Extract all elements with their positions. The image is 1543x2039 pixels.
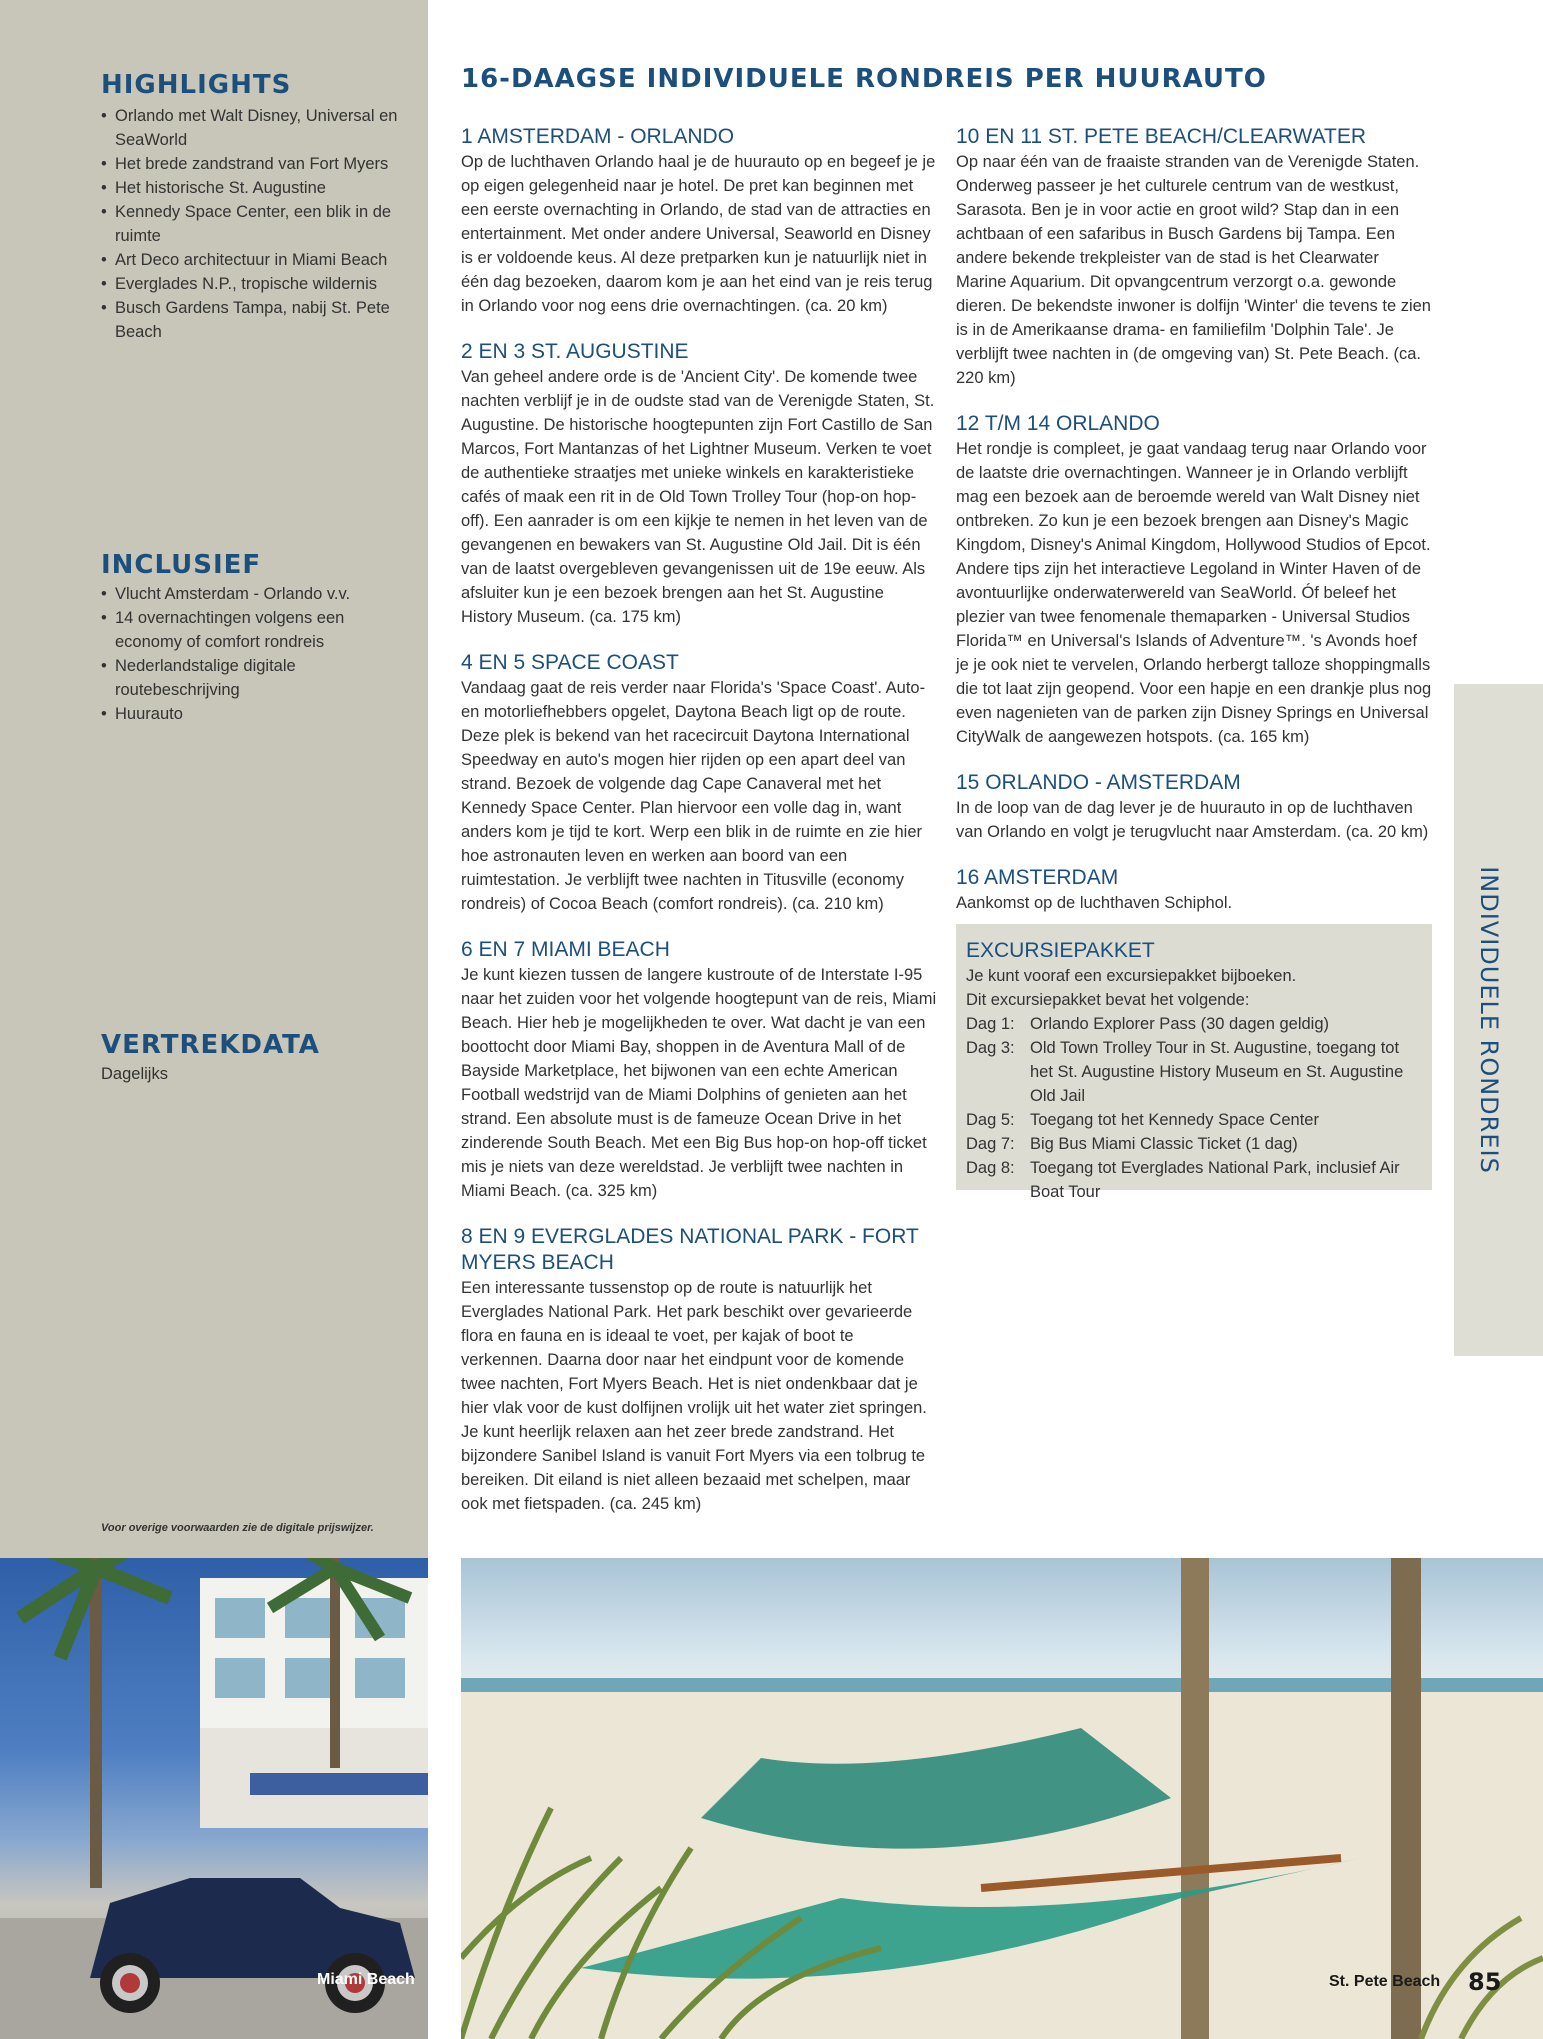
day-text: Big Bus Miami Classic Ticket (1 dag): [1030, 1135, 1298, 1153]
miami-beach-photo: [0, 1558, 428, 2039]
day-text: Toegang tot Everglades National Park, inclusief Air Boat Tour: [1030, 1159, 1400, 1201]
excursion-package-box: [956, 924, 1432, 1201]
list-item: • Orlando met Walt Disney, Universal en SeaWorld: [101, 104, 401, 152]
list-item: • Everglades N.P., tropische wildernis: [101, 272, 401, 296]
section-heading: 1 AMSTERDAM - ORLANDO: [461, 125, 735, 148]
highlights-list: [101, 104, 401, 344]
list-item: • Vlucht Amsterdam - Orlando v.v.: [101, 582, 401, 606]
itinerary-section: [461, 1224, 937, 1516]
section-heading: 10 EN 11 ST. PETE BEACH/CLEARWATER: [956, 125, 1367, 148]
section-heading: 15 ORLANDO - AMSTERDAM: [956, 771, 1241, 794]
itinerary-section: [956, 770, 1432, 844]
itinerary-section: [956, 865, 1432, 915]
day-label: Dag 3:: [966, 1039, 1015, 1057]
section-heading: 4 EN 5 SPACE COAST: [461, 651, 679, 674]
vertrekdata-heading: VERTREKDATA: [101, 1030, 320, 1060]
inclusief-list: [101, 582, 401, 726]
section-text: Het rondje is compleet, je gaat vandaag terug naar Orlando voor de laatste drie overnachtingen. Wanneer je in Orlando verblijft mag een bezoek aan de beroemde wereld van Walt Disney niet ontbreken. Zo kun je een bezoek brengen aan Disney's Magic Kingdom, Disney's Animal Kingdom, Hollywood Studios of Epcot. Andere tips zijn het interactieve Legoland in Winter Haven of de avontuurlijke onderwaterwereld van SeaWorld. Óf beleef het plezier van twee fenomenale themaparken - Universal Studios Florida™ en Universal's Islands of Adventure™. 's Avonds hoef je je ook niet te vervelen, Orlando herbergt talloze shoppingmalls die tot laat zijn geopend. Voor een hapje en een drankje plus nog even nagenieten van de parken zijn Disney Springs en Universal CityWalk de aangewezen hotspots. (ca. 165 km): [956, 440, 1432, 746]
section-text: Van geheel andere orde is de 'Ancient City'. De komende twee nachten verblijf je in de oudste stad van de Verenigde Staten, St. Augustine. De historische hoogtepunten zijn Fort Castillo de San Marcos, Fort Mantanzas of het Lightner Museum. Verken te voet de authentieke straatjes met unieke winkels en karakteristieke cafés of maak een rit in de Old Town Trolley Tour (hop-on hop-off). Een aanrader is om een kijkje te nemen in het leven van de gevangenen en bewakers van St. Augustine Old Jail. Dit is één van de laatst overgebleven gevangenissen uit de 19e eeuw. Als afsluiter kun je een bezoek brengen aan het St. Augustine History Museum. (ca. 175 km): [461, 368, 935, 626]
page-title: 16-DAAGSE INDIVIDUELE RONDREIS PER HUURAUTO: [461, 64, 1267, 94]
list-item: • Art Deco architectuur in Miami Beach: [101, 248, 401, 272]
itinerary-section: [461, 339, 937, 629]
itinerary-section: [461, 937, 937, 1203]
day-text: Orlando Explorer Pass (30 dagen geldig): [1030, 1015, 1330, 1033]
itinerary-column-1: [461, 124, 937, 1537]
photo-caption: St. Pete Beach: [1329, 1973, 1441, 1990]
itinerary-section: [956, 124, 1432, 390]
section-heading: 2 EN 3 ST. AUGUSTINE: [461, 340, 689, 363]
list-item: • 14 overnachtingen volgens een economy of comfort rondreis: [101, 606, 401, 654]
itinerary-column-2: [956, 124, 1432, 936]
section-text: Op naar één van de fraaiste stranden van de Verenigde Staten. Onderweg passeer je het culturele centrum van de westkust, Sarasota. Ben je in voor actie en groot wild? Stap dan in een achtbaan of een safaribus in Busch Gardens bij Tampa. Een andere bekende trekpleister van de stad is het Clearwater Marine Aquarium. Dit opvangcentrum verzorgt o.a. gewonde dieren. De bekendste inwoner is dolfijn 'Winter' die tevens te zien is in de Amerikaanse drama- en familiefilm 'Dolphin Tale'. Je verblijft twee nachten in (de omgeving van) St. Pete Beach. (ca. 220 km): [956, 153, 1431, 387]
photo-caption: Miami Beach: [317, 1971, 415, 1988]
page-number: 85: [1468, 1968, 1502, 1996]
itinerary-section: [461, 650, 937, 916]
section-text: Vandaag gaat de reis verder naar Florida's 'Space Coast'. Auto- en motorliefhebbers opgelet, Daytona Beach ligt op de route. Deze plek is bekend van het racecircuit Daytona International Speedway en auto's mogen hier rijden op een apart deel van strand. Bezoek de volgende dag Cape Canaveral met het Kennedy Space Center. Plan hiervoor een volle dag in, want anders kom je tijd te kort. Werp een blik in de ruimte en zie hier hoe astronauten leven en werken aan boord van een ruimtestation. Je verblijft twee nachten in Titusville (economy rondreis) of Cocoa Beach (comfort rondreis). (ca. 210 km): [461, 679, 926, 913]
day-label: Dag 8:: [966, 1159, 1015, 1177]
day-label: Dag 7:: [966, 1135, 1015, 1153]
inclusief-heading: INCLUSIEF: [101, 550, 262, 580]
section-text: Aankomst op de luchthaven Schiphol.: [956, 894, 1233, 912]
section-heading: 8 EN 9 EVERGLADES NATIONAL PARK - FORT MYERS BEACH: [461, 1225, 919, 1274]
excursion-intro: Je kunt vooraf een excursiepakket bijboeken.: [966, 967, 1297, 985]
excursion-days: [966, 1012, 1422, 1204]
miami-beach-illustration: [0, 1558, 428, 2039]
itinerary-section: [956, 411, 1432, 749]
hammock-beach-illustration: [461, 1558, 1543, 2039]
highlights-heading: HIGHLIGHTS: [101, 70, 292, 100]
list-item: • Nederlandstalige digitale routebeschrijving: [101, 654, 401, 702]
excursion-intro: Dit excursiepakket bevat het volgende:: [966, 991, 1250, 1009]
list-item: • Kennedy Space Center, een blik in de ruimte: [101, 200, 401, 248]
vertrekdata-text: Dagelijks: [101, 1065, 168, 1083]
section-text: Op de luchthaven Orlando haal je de huurauto op en begeef je je op eigen gelegenheid naar je hotel. De pret kan beginnen met een eerste overnachting in Orlando, de stad van de attracties en entertainment. Met onder andere Universal, Seaworld en Disney is er voldoende keus. Al deze pretparken kun je natuurlijk niet in één dag bezoeken, daarom kom je aan het eind van je reis terug in Orlando voor nog eens drie overnachtingen. (ca. 20 km): [461, 153, 936, 315]
section-heading: 16 AMSTERDAM: [956, 866, 1119, 889]
footnote: Voor overige voorwaarden zie de digitale prijswijzer.: [101, 1522, 374, 1534]
side-tab-label: INDIVIDUELE RONDREIS: [1475, 866, 1503, 1174]
day-label: Dag 1:: [966, 1015, 1015, 1033]
itinerary-section: [461, 124, 937, 318]
section-text: Je kunt kiezen tussen de langere kustroute of de Interstate I-95 naar het zuiden voor het volgende hoogtepunt van de reis, Miami Beach. Hier heb je mogelijkheden te over. Wat dacht je van een boottocht door Miami Bay, shoppen in de Aventura Mall of de Bayside Marketplace, het bijwonen van een echte American Football wedstrijd van de Miami Dolphins of genieten aan het strand. Een absolute must is de fameuze Ocean Drive in het zinderende South Beach. Met een Big Bus hop-on hop-off ticket mis je niets van deze wereldstad. Je verblijft twee nachten in Miami Beach. (ca. 325 km): [461, 966, 937, 1200]
list-item: • Het brede zandstrand van Fort Myers: [101, 152, 401, 176]
section-heading: 6 EN 7 MIAMI BEACH: [461, 938, 670, 961]
day-text: Toegang tot het Kennedy Space Center: [1030, 1111, 1319, 1129]
day-text: Old Town Trolley Tour in St. Augustine, toegang tot het St. Augustine History Museum en St. Augustine Old Jail: [1030, 1039, 1404, 1105]
section-heading: 12 T/M 14 ORLANDO: [956, 412, 1160, 435]
section-text: In de loop van de dag lever je de huurauto in op de luchthaven van Orlando en volgt je terugvlucht naar Amsterdam. (ca. 20 km): [956, 799, 1429, 841]
day-label: Dag 5:: [966, 1111, 1015, 1129]
list-item: • Huurauto: [101, 702, 401, 726]
list-item: • Busch Gardens Tampa, nabij St. Pete Beach: [101, 296, 401, 344]
section-text: Een interessante tussenstop op de route is natuurlijk het Everglades National Park. Het park beschikt over gevarieerde flora en fauna en is ideaal te voet, per kajak of boot te verkennen. Daarna door naar het eindpunt voor de komende twee nachten, Fort Myers Beach. Het is niet ondenkbaar dat je hier vlak voor de kust dolfijnen vrolijk uit het water ziet springen. Je kunt heerlijk relaxen aan het zeer brede zandstrand. Het bijzondere Sanibel Island is vanuit Fort Myers via een tolbrug te bereiken. Dit eiland is niet alleen bezaaid met schelpen, maar ook met fietspaden. (ca. 245 km): [461, 1279, 927, 1513]
excursion-heading: EXCURSIEPAKKET: [966, 939, 1155, 962]
list-item: • Het historische St. Augustine: [101, 176, 401, 200]
st-pete-beach-photo: [461, 1558, 1543, 2039]
